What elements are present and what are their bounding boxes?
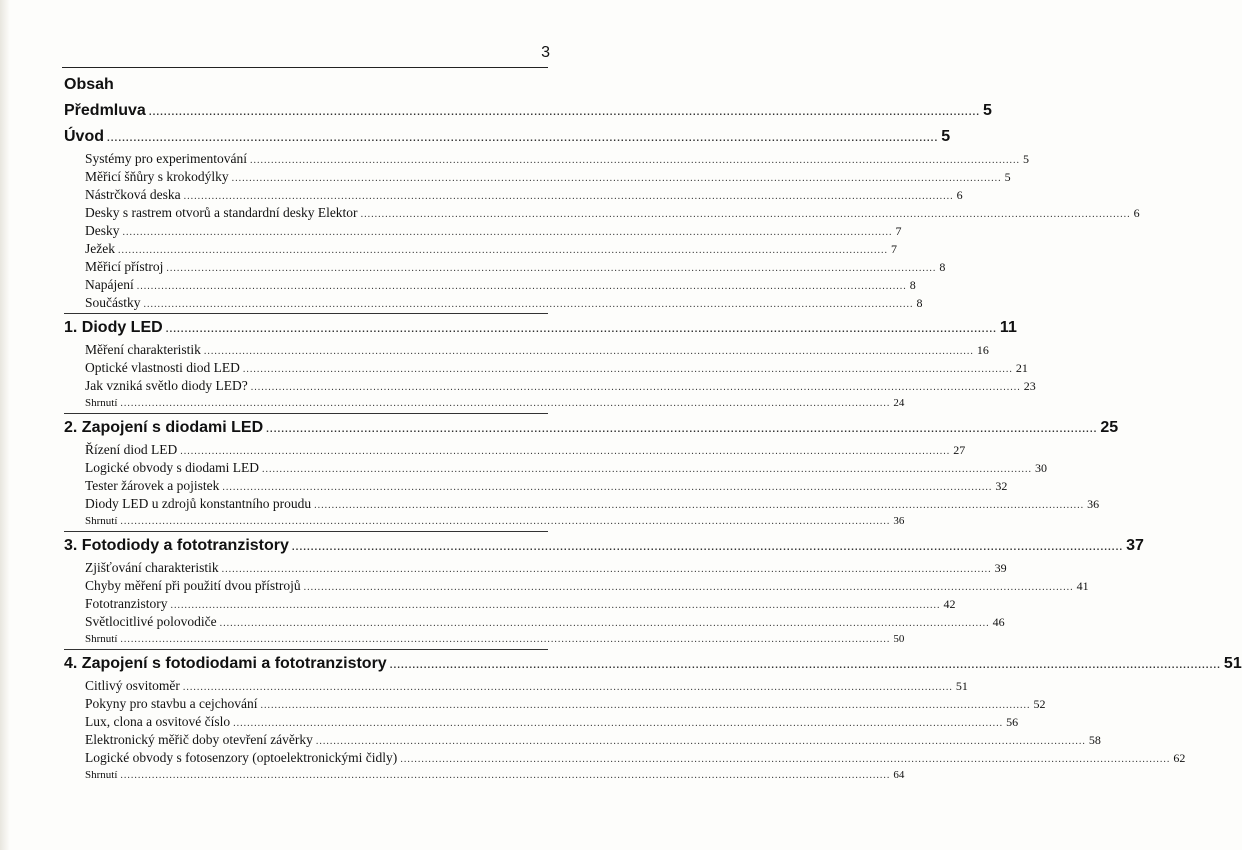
toc-entry-title: Tester žárovek a pojistek <box>85 478 220 493</box>
toc-entry-page: 7 <box>890 242 897 256</box>
dot-leader: ............................................................................................................................................................................................................................ <box>120 398 891 409</box>
toc-entry-page: 39 <box>994 561 1007 575</box>
toc-entry-page: 6 <box>956 188 963 202</box>
toc-section-entry[interactable] <box>64 276 916 294</box>
toc-entry-page: 52 <box>1033 697 1046 711</box>
toc-entry-page: 8 <box>939 260 946 274</box>
toc-section-entry[interactable] <box>64 168 1011 186</box>
toc-entry-title: Logické obvody s diodami LED <box>85 460 259 475</box>
toc-entry-page: 6 <box>1133 206 1140 220</box>
toc-entry-page: 42 <box>943 597 956 611</box>
dot-leader: ............................................................................................................................................................................................................................ <box>165 324 997 335</box>
toc-entry-page: 23 <box>1023 379 1036 393</box>
toc-entry-title: 4. Zapojení s fotodiodami a fototranzistory <box>64 655 387 672</box>
dot-leader: ............................................................................................................................................................................................................................ <box>120 634 891 645</box>
toc-entry-page: 64 <box>893 769 905 781</box>
toc-entry-page: 21 <box>1015 361 1028 375</box>
dot-leader: ............................................................................................................................................................................................................................ <box>233 718 1004 729</box>
toc-entry-title: Napájení <box>85 277 134 292</box>
toc-entry-page: 46 <box>992 615 1005 629</box>
section-divider <box>64 649 548 650</box>
toc-section-entry[interactable] <box>64 477 1008 495</box>
toc-entry-title: Fototranzistory <box>85 596 168 611</box>
toc-entry-page: 27 <box>953 443 966 457</box>
toc-entry-title: Měření charakteristik <box>85 342 201 357</box>
toc-section-entry[interactable] <box>64 577 1089 595</box>
toc-title: Obsah <box>64 76 114 93</box>
dot-leader: ............................................................................................................................................................................................................................ <box>242 364 1013 375</box>
dot-leader: ............................................................................................................................................................................................................................ <box>166 263 937 274</box>
toc-entry-page: 56 <box>1006 715 1019 729</box>
dot-leader: ............................................................................................................................................................................................................................ <box>303 582 1074 593</box>
toc-entry-page: 24 <box>893 397 905 409</box>
toc-entry-page: 36 <box>1087 497 1100 511</box>
dot-leader: ............................................................................................................................................................................................................................ <box>203 346 974 357</box>
dot-leader: ............................................................................................................................................................................................................................ <box>120 516 891 527</box>
toc-entry-title: Zjišťování charakteristik <box>85 560 219 575</box>
dot-leader: ............................................................................................................................................................................................................................ <box>360 209 1131 220</box>
toc-entry-page: 8 <box>909 278 916 292</box>
dot-leader: ............................................................................................................................................................................................................................ <box>170 600 941 611</box>
toc-entry-page: 51 <box>955 679 968 693</box>
toc-entry-page: 62 <box>1173 751 1186 765</box>
toc-entry-page: 50 <box>893 633 905 645</box>
dot-leader: ............................................................................................................................................................................................................................ <box>136 281 907 292</box>
toc-chapter-entry[interactable] <box>64 124 951 150</box>
toc-section-entry[interactable] <box>64 441 966 459</box>
toc-section-entry[interactable] <box>64 240 897 258</box>
table-of-contents <box>64 98 1242 784</box>
toc-section-entry[interactable] <box>64 294 923 312</box>
dot-leader: ............................................................................................................................................................................................................................ <box>221 564 992 575</box>
dot-leader: ............................................................................................................................................................................................................................ <box>400 754 1171 765</box>
toc-section-entry[interactable] <box>64 222 902 240</box>
toc-entry-title: Pokyny pro stavbu a cejchování <box>85 696 258 711</box>
section-divider <box>64 531 548 532</box>
toc-entry-title: Logické obvody s fotosenzory (optoelektronickými čidly) <box>85 750 398 765</box>
toc-entry-title: Shrnutí <box>85 633 118 645</box>
toc-entry-title: Měřicí přístroj <box>85 259 164 274</box>
dot-leader: ............................................................................................................................................................................................................................ <box>143 299 914 310</box>
dot-leader: ............................................................................................................................................................................................................................ <box>182 682 953 693</box>
toc-entry-page: 5 <box>1022 152 1029 166</box>
toc-section-entry[interactable] <box>64 186 963 204</box>
toc-section-entry[interactable] <box>64 150 1029 168</box>
toc-section-entry[interactable] <box>64 258 946 276</box>
dot-leader: ............................................................................................................................................................................................................................ <box>222 482 993 493</box>
toc-section-entry[interactable] <box>64 377 1036 395</box>
toc-section-entry[interactable] <box>64 713 1019 731</box>
toc-entry-title: Úvod <box>64 128 104 145</box>
toc-entry-title: Světlocitlivé polovodiče <box>85 614 217 629</box>
header-rule <box>62 67 548 68</box>
toc-entry-title: Optické vlastnosti diod LED <box>85 360 240 375</box>
toc-section-entry[interactable] <box>64 513 905 530</box>
toc-section-entry[interactable] <box>64 341 989 359</box>
toc-entry-title: Ježek <box>85 241 115 256</box>
toc-entry-title: 2. Zapojení s diodami LED <box>64 419 264 436</box>
toc-entry-page: 5 <box>983 102 992 119</box>
toc-chapter-entry[interactable] <box>64 98 992 124</box>
toc-section-entry[interactable] <box>64 749 1186 767</box>
toc-entry-title: Desky s rastrem otvorů a standardní desky Elektor <box>85 205 358 220</box>
dot-leader: ............................................................................................................................................................................................................................ <box>249 155 1020 166</box>
toc-entry-page: 11 <box>999 319 1017 336</box>
toc-section-entry[interactable] <box>64 204 1140 222</box>
toc-entry-page: 41 <box>1076 579 1089 593</box>
section-divider <box>64 413 548 414</box>
toc-entry-title: Předmluva <box>64 102 146 119</box>
dot-leader: ............................................................................................................................................................................................................................ <box>389 660 1221 671</box>
toc-entry-title: Chyby měření při použití dvou přístrojů <box>85 578 301 593</box>
dot-leader: ............................................................................................................................................................................................................................ <box>148 107 981 118</box>
page-number: 3 <box>541 44 550 61</box>
toc-section-entry[interactable] <box>64 677 968 695</box>
dot-leader: ............................................................................................................................................................................................................................ <box>260 700 1031 711</box>
toc-section-entry[interactable] <box>64 613 1005 631</box>
toc-entry-title: Diody LED u zdrojů konstantního proudu <box>85 496 312 511</box>
toc-entry-page: 25 <box>1100 419 1119 436</box>
toc-entry-title: Shrnutí <box>85 397 118 409</box>
toc-entry-page: 8 <box>916 296 923 310</box>
toc-entry-title: Citlivý osvitoměr <box>85 678 180 693</box>
toc-chapter-entry[interactable] <box>64 315 1017 341</box>
dot-leader: ............................................................................................................................................................................................................................ <box>219 618 990 629</box>
toc-chapter-entry[interactable] <box>64 415 1119 441</box>
dot-leader: ............................................................................................................................................................................................................................ <box>180 446 951 457</box>
toc-entry-title: Shrnutí <box>85 769 118 781</box>
toc-section-entry[interactable] <box>64 595 956 613</box>
toc-entry-title: Jak vzniká světlo diody LED? <box>85 378 248 393</box>
toc-section-entry[interactable] <box>64 395 905 412</box>
toc-section-entry[interactable] <box>64 731 1101 749</box>
toc-entry-title: Elektronický měřič doby otevření závěrky <box>85 732 313 747</box>
dot-leader: ............................................................................................................................................................................................................................ <box>261 464 1032 475</box>
toc-section-entry[interactable] <box>64 359 1028 377</box>
toc-section-entry[interactable] <box>64 559 1007 577</box>
toc-section-entry[interactable] <box>64 631 905 648</box>
toc-entry-title: Nástrčková deska <box>85 187 181 202</box>
toc-entry-page: 36 <box>893 515 905 527</box>
toc-entry-page: 5 <box>941 128 951 145</box>
dot-leader: ............................................................................................................................................................................................................................ <box>266 424 1098 435</box>
toc-entry-title: Řízení diod LED <box>85 442 178 457</box>
toc-entry-title: 1. Diody LED <box>64 319 163 336</box>
toc-entry-page: 7 <box>895 224 902 238</box>
toc-entry-title: Součástky <box>85 295 141 310</box>
toc-entry-title: Shrnutí <box>85 515 118 527</box>
toc-entry-page: 16 <box>976 343 989 357</box>
toc-section-entry[interactable] <box>64 695 1046 713</box>
toc-entry-page: 32 <box>995 479 1008 493</box>
toc-entry-page: 30 <box>1034 461 1047 475</box>
toc-chapter-entry[interactable] <box>64 533 1144 559</box>
toc-section-entry[interactable] <box>64 495 1100 513</box>
dot-leader: ............................................................................................................................................................................................................................ <box>291 542 1124 553</box>
toc-entry-page: 5 <box>1004 170 1011 184</box>
toc-entry-page: 58 <box>1088 733 1101 747</box>
toc-entry-title: Lux, clona a osvitové číslo <box>85 714 231 729</box>
page-edge-shadow <box>0 0 10 850</box>
dot-leader: ............................................................................................................................................................................................................................ <box>107 133 939 144</box>
toc-chapter-entry[interactable] <box>64 651 1242 677</box>
dot-leader: ............................................................................................................................................................................................................................ <box>183 191 954 202</box>
toc-section-entry[interactable] <box>64 459 1047 477</box>
dot-leader: ............................................................................................................................................................................................................................ <box>122 227 893 238</box>
dot-leader: ............................................................................................................................................................................................................................ <box>314 500 1085 511</box>
toc-section-entry[interactable] <box>64 767 905 784</box>
toc-entry-page: 51 <box>1223 655 1242 672</box>
toc-entry-page: 37 <box>1126 537 1144 554</box>
dot-leader: ............................................................................................................................................................................................................................ <box>315 736 1086 747</box>
toc-entry-title: Desky <box>85 223 120 238</box>
dot-leader: ............................................................................................................................................................................................................................ <box>120 770 891 781</box>
dot-leader: ............................................................................................................................................................................................................................ <box>117 245 888 256</box>
toc-entry-title: Měřicí šňůry s krokodýlky <box>85 169 229 184</box>
dot-leader: ............................................................................................................................................................................................................................ <box>250 382 1021 393</box>
toc-entry-title: Systémy pro experimentování <box>85 151 247 166</box>
toc-entry-title: 3. Fotodiody a fototranzistory <box>64 537 289 554</box>
dot-leader: ............................................................................................................................................................................................................................ <box>231 173 1002 184</box>
